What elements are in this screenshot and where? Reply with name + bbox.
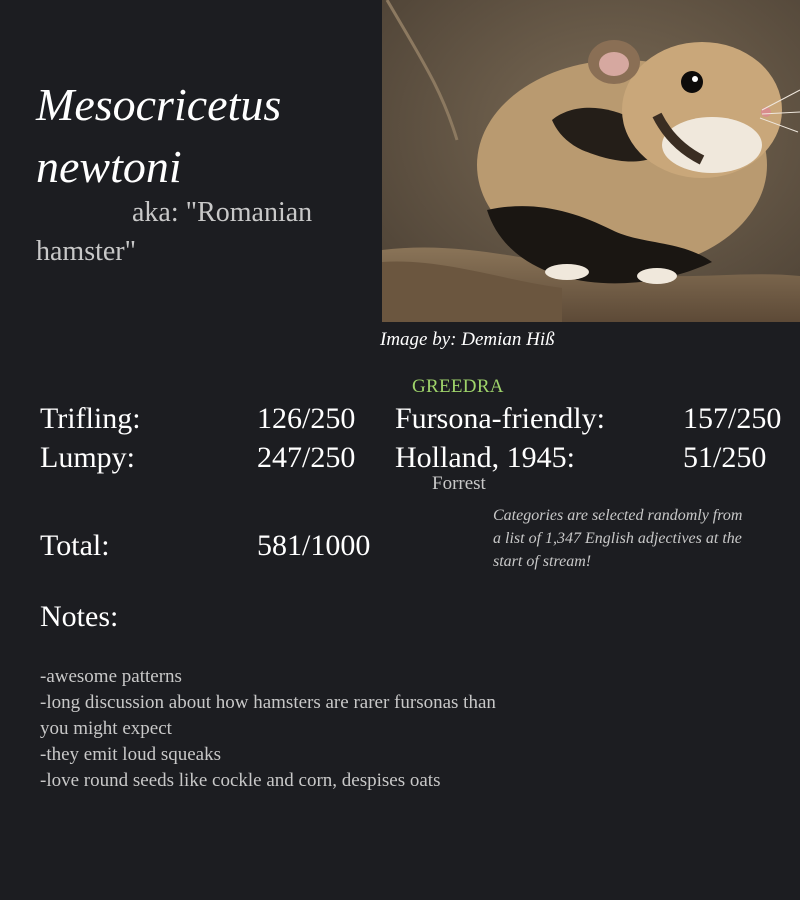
score-value-lumpy: 247/250 [257, 441, 356, 474]
score-label-fursona-friendly: Fursona-friendly: [395, 402, 605, 435]
list-item: -long discussion about how hamsters are rarer fursonas than you might expect [40, 692, 496, 739]
species-title: Mesocricetus newtoni [36, 79, 282, 192]
list-item: -awesome patterns [40, 666, 182, 687]
total-value: 581/1000 [257, 529, 371, 562]
categories-note: Categories are selected randomly from a list of 1,347 English adjectives at the start of stream! [493, 507, 743, 570]
score-value-holland-1945: 51/250 [683, 441, 767, 474]
common-name: aka: "Romanian hamster" [36, 197, 313, 267]
total-label: Total: [40, 529, 110, 562]
hamster-photo [382, 0, 800, 322]
score-label-lumpy: Lumpy: [40, 441, 135, 474]
list-item: -they emit loud squeaks [40, 744, 221, 765]
score-label-trifling: Trifling: [40, 402, 141, 435]
judge-name-forrest: Forrest [432, 473, 486, 494]
judge-name-greedra: GREEDRA [412, 376, 504, 397]
score-label-holland-1945: Holland, 1945: [395, 441, 575, 474]
score-value-fursona-friendly: 157/250 [683, 402, 782, 435]
list-item: -love round seeds like cockle and corn, despises oats [40, 770, 441, 791]
photo-credit: Image by: Demian Hiß [380, 329, 555, 350]
score-value-trifling: 126/250 [257, 402, 356, 435]
notes-list [40, 664, 520, 794]
notes-heading: Notes: [40, 600, 119, 633]
